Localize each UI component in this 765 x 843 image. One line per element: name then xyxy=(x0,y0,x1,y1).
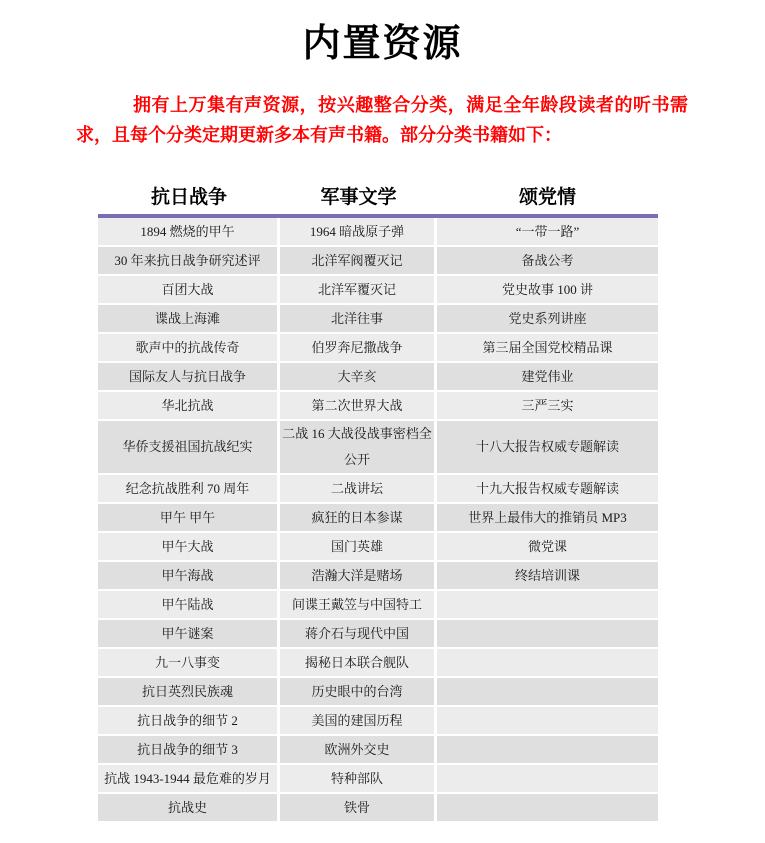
table-row xyxy=(98,562,658,591)
table-row xyxy=(98,707,658,736)
table-row xyxy=(98,363,658,392)
table-cell: 微党课 xyxy=(437,533,658,562)
page-title: 内置资源 xyxy=(302,23,463,65)
table-cell: 二战 16 大战役战事密档全公开 xyxy=(280,421,437,475)
table-row xyxy=(98,392,658,421)
table-cell xyxy=(437,620,658,649)
table-cell: 谍战上海滩 xyxy=(98,305,280,334)
table-cell: “一带一路” xyxy=(437,218,658,247)
table-cell: 三严三实 xyxy=(437,392,658,421)
table-row xyxy=(98,649,658,678)
table-cell: 疯狂的日本参谋 xyxy=(280,504,437,533)
table-row xyxy=(98,305,658,334)
table-row xyxy=(98,794,658,823)
table-cell: 国际友人与抗日战争 xyxy=(98,363,280,392)
table-cell xyxy=(437,736,658,765)
table-row xyxy=(98,678,658,707)
table-cell xyxy=(437,678,658,707)
table-body xyxy=(98,218,658,823)
table-cell: 30 年来抗日战争研究述评 xyxy=(98,247,280,276)
table-cell: 美国的建国历程 xyxy=(280,707,437,736)
table-row xyxy=(98,276,658,305)
table-row xyxy=(98,504,658,533)
table-cell: 伯罗奔尼撒战争 xyxy=(280,334,437,363)
table-cell: 抗战 1943-1944 最危难的岁月 xyxy=(98,765,280,794)
table-cell: 1964 暗战原子弹 xyxy=(280,218,437,247)
table-row xyxy=(98,736,658,765)
table-cell: 历史眼中的台湾 xyxy=(280,678,437,707)
table-cell: 终结培训课 xyxy=(437,562,658,591)
table-cell: 第三届全国党校精品课 xyxy=(437,334,658,363)
table-cell xyxy=(437,591,658,620)
table-cell: 抗战史 xyxy=(98,794,280,823)
table-cell: 揭秘日本联合舰队 xyxy=(280,649,437,678)
table-cell: 二战讲坛 xyxy=(280,475,437,504)
table-cell: 间谍王戴笠与中国特工 xyxy=(280,591,437,620)
table-cell: 蒋介石与现代中国 xyxy=(280,620,437,649)
table-cell: 1894 燃烧的甲午 xyxy=(98,218,280,247)
column-header-anti-japanese-war: 抗日战争 xyxy=(98,177,280,218)
table-cell: 九一八事变 xyxy=(98,649,280,678)
table-cell: 甲午大战 xyxy=(98,533,280,562)
table-cell: 北洋军覆灭记 xyxy=(280,276,437,305)
table-cell xyxy=(437,794,658,823)
table-cell xyxy=(437,649,658,678)
table-row xyxy=(98,421,658,475)
table-cell xyxy=(437,765,658,794)
table-row xyxy=(98,765,658,794)
table-cell: 抗日英烈民族魂 xyxy=(98,678,280,707)
table-cell: 世界上最伟大的推销员 MP3 xyxy=(437,504,658,533)
table-cell: 华北抗战 xyxy=(98,392,280,421)
table-cell: 北洋军阀覆灭记 xyxy=(280,247,437,276)
table-cell: 大辛亥 xyxy=(280,363,437,392)
table-cell xyxy=(437,707,658,736)
table-cell: 十八大报告权威专题解读 xyxy=(437,421,658,475)
table-cell: 党史系列讲座 xyxy=(437,305,658,334)
table-cell: 党史故事 100 讲 xyxy=(437,276,658,305)
table-cell: 铁骨 xyxy=(280,794,437,823)
table-row xyxy=(98,620,658,649)
table-cell: 北洋往事 xyxy=(280,305,437,334)
table-cell: 欧洲外交史 xyxy=(280,736,437,765)
table-header xyxy=(98,177,658,218)
table-cell: 甲午 甲午 xyxy=(98,504,280,533)
audiobook-categories-table xyxy=(98,177,658,823)
document-page xyxy=(0,12,765,823)
table-row xyxy=(98,218,658,247)
table-cell: 抗日战争的细节 3 xyxy=(98,736,280,765)
table-cell: 甲午谜案 xyxy=(98,620,280,649)
intro-paragraph: 拥有上万集有声资源，按兴趣整合分类，满足全年龄段读者的听书需求，且每个分类定期更新多本有声书籍。部分分类书籍如下： xyxy=(76,95,688,145)
table-row xyxy=(98,247,658,276)
table-cell: 备战公考 xyxy=(437,247,658,276)
table-row xyxy=(98,533,658,562)
table-cell: 第二次世界大战 xyxy=(280,392,437,421)
column-header-military-literature: 军事文学 xyxy=(280,177,437,218)
table-cell: 国门英雄 xyxy=(280,533,437,562)
table-row xyxy=(98,591,658,620)
table-cell: 抗日战争的细节 2 xyxy=(98,707,280,736)
table-row xyxy=(98,475,658,504)
table-cell: 浩瀚大洋是赌场 xyxy=(280,562,437,591)
table-cell: 十九大报告权威专题解读 xyxy=(437,475,658,504)
table-cell: 纪念抗战胜利 70 周年 xyxy=(98,475,280,504)
table-cell: 建党伟业 xyxy=(437,363,658,392)
table-row xyxy=(98,334,658,363)
table-cell: 特种部队 xyxy=(280,765,437,794)
column-header-praise-party: 颂党情 xyxy=(437,177,658,218)
table-cell: 百团大战 xyxy=(98,276,280,305)
table-cell: 甲午海战 xyxy=(98,562,280,591)
table-header-row xyxy=(98,177,658,218)
table-cell: 华侨支援祖国抗战纪实 xyxy=(98,421,280,475)
table-cell: 歌声中的抗战传奇 xyxy=(98,334,280,363)
table-cell: 甲午陆战 xyxy=(98,591,280,620)
